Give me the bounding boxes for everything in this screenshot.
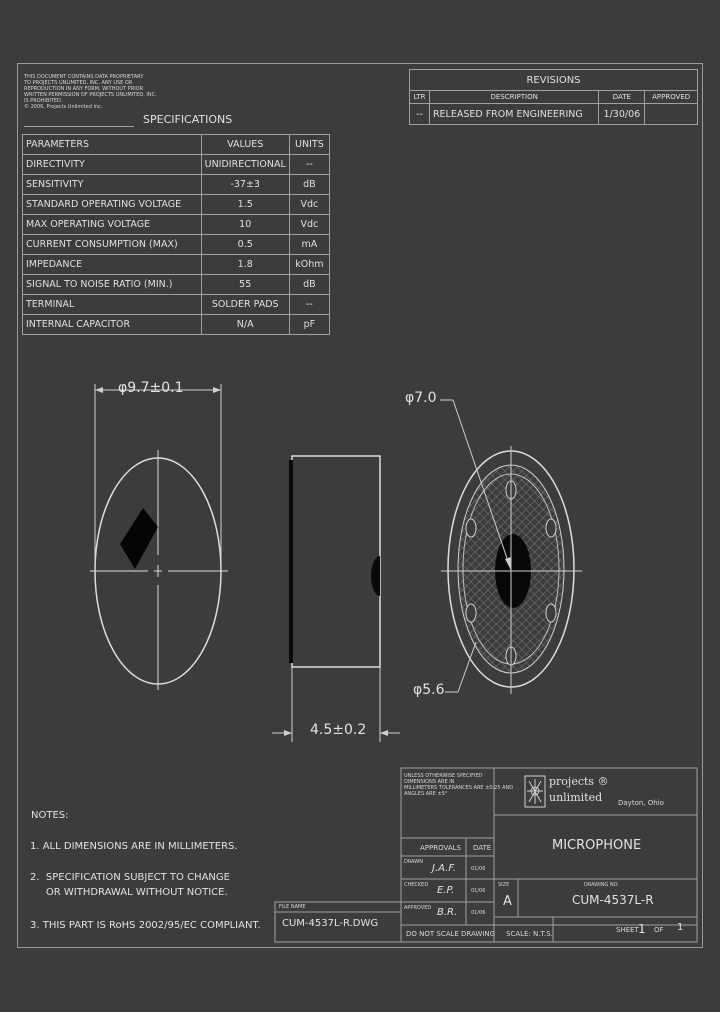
sheet-label: SHEET (616, 926, 639, 934)
value-cell: 1.5 (201, 195, 289, 215)
back-outer-diameter-label: φ7.0 (405, 390, 437, 406)
drawn-name: J.A.F. (432, 863, 456, 874)
approved-name: B.R. (437, 907, 458, 918)
unit-cell: Vdc (289, 215, 329, 235)
back-view (440, 400, 582, 694)
approved-date: 01/06 (471, 910, 486, 916)
height-label: 4.5±0.2 (310, 722, 367, 738)
header-units: UNITS (289, 135, 329, 155)
header-description: DESCRIPTION (429, 91, 598, 104)
value-cell: 55 (201, 275, 289, 295)
header-approved: APPROVED (645, 91, 698, 104)
scale-value: SCALE: N.T.S. (506, 930, 553, 938)
approved-label: APPROVED (404, 905, 432, 911)
size-value: A (503, 894, 512, 909)
date-label: DATE (473, 844, 492, 852)
unit-cell: kOhm (289, 255, 329, 275)
approvals-label: APPROVALS (420, 844, 461, 852)
param-cell: SENSITIVITY (23, 175, 202, 195)
note-2: 2. SPECIFICATION SUBJECT TO CHANGE (30, 872, 230, 883)
drawing-number: CUM-4537L-R (572, 893, 654, 907)
do-not-scale-note: DO NOT SCALE DRAWING (406, 930, 496, 938)
header-values: VALUES (201, 135, 289, 155)
note-1: 1. ALL DIMENSIONS ARE IN MILLIMETERS. (30, 841, 238, 852)
front-diameter-label: φ9.7±0.1 (118, 380, 184, 396)
unit-cell: -- (289, 295, 329, 315)
value-cell: SOLDER PADS (201, 295, 289, 315)
front-view (90, 384, 228, 690)
size-label: SIZE (498, 882, 510, 888)
notes-title: NOTES: (31, 810, 69, 821)
unit-cell: dB (289, 275, 329, 295)
drawn-label: DRAWN (404, 859, 423, 865)
rev-date: 1/30/06 (599, 104, 645, 125)
back-inner-diameter-label: φ5.6 (413, 682, 445, 698)
value-cell: 1.8 (201, 255, 289, 275)
proprietary-notice: THIS DOCUMENT CONTAINS DATA PROPRIETARY TO PROJECTS UNLIMITED, INC. ANY USE OR REPRODUCTION IN ANY FORM, WITHOUT PRIOR WRITTEN PERMISSION OF PROJECTS UNLIMITED, INC. IS PROHIBITED. © 2006, Projects Unlimited Inc. (24, 74, 157, 110)
value-cell: 10 (201, 215, 289, 235)
header-parameters: PARAMETERS (23, 135, 202, 155)
tolerance-note: UNLESS OTHERWISE SPECIFIED DIMENSIONS ARE IN MILLIMETERS TOLERANCES ARE ±0.25 AND ANGLES ARE ±5° (404, 773, 514, 797)
unit-cell: dB (289, 175, 329, 195)
value-cell: -37±3 (201, 175, 289, 195)
param-cell: DIRECTIVITY (23, 155, 202, 175)
checked-label: CHECKED (404, 882, 429, 888)
rev-description: RELEASED FROM ENGINEERING (429, 104, 598, 125)
note-2-cont: OR WITHDRAWAL WITHOUT NOTICE. (30, 887, 228, 898)
unit-cell: pF (289, 315, 329, 335)
value-cell: UNIDIRECTIONAL (201, 155, 289, 175)
company-name-line2: unlimited (549, 791, 603, 804)
header-ltr: LTR (410, 91, 430, 104)
specifications-title: SPECIFICATIONS (143, 113, 233, 126)
header-date: DATE (599, 91, 645, 104)
param-cell: MAX OPERATING VOLTAGE (23, 215, 202, 235)
of-label: OF (654, 926, 664, 934)
checked-name: E.P. (437, 885, 455, 896)
sheet-number: 1 (638, 922, 646, 936)
param-cell: STANDARD OPERATING VOLTAGE (23, 195, 202, 215)
note-3: 3. THIS PART IS RoHS 2002/95/EC COMPLIANT. (30, 920, 261, 931)
drawn-date: 01/06 (471, 866, 486, 872)
param-cell: IMPEDANCE (23, 255, 202, 275)
value-cell: N/A (201, 315, 289, 335)
side-view (272, 456, 400, 742)
company-name-line1: projects ® (549, 775, 609, 788)
unit-cell: mA (289, 235, 329, 255)
solder-pad-icon (120, 508, 158, 569)
sheet-total: 1 (677, 922, 684, 933)
drawing-no-label: DRAWING NO. (584, 882, 619, 888)
param-cell: TERMINAL (23, 295, 202, 315)
unit-cell: -- (289, 155, 329, 175)
unit-cell: Vdc (289, 195, 329, 215)
file-name: CUM-4537L-R.DWG (282, 918, 379, 929)
checked-date: 01/06 (471, 888, 486, 894)
param-cell: SIGNAL TO NOISE RATIO (MIN.) (23, 275, 202, 295)
param-cell: CURRENT CONSUMPTION (MAX) (23, 235, 202, 255)
revisions-title: REVISIONS (410, 70, 698, 91)
rev-ltr: -- (410, 104, 430, 125)
param-cell: INTERNAL CAPACITOR (23, 315, 202, 335)
drawing-title: MICROPHONE (552, 838, 642, 853)
company-logo-icon (525, 776, 545, 807)
value-cell: 0.5 (201, 235, 289, 255)
company-location: Dayton, Ohio (618, 799, 664, 807)
file-name-label: FILE NAME (279, 904, 306, 910)
